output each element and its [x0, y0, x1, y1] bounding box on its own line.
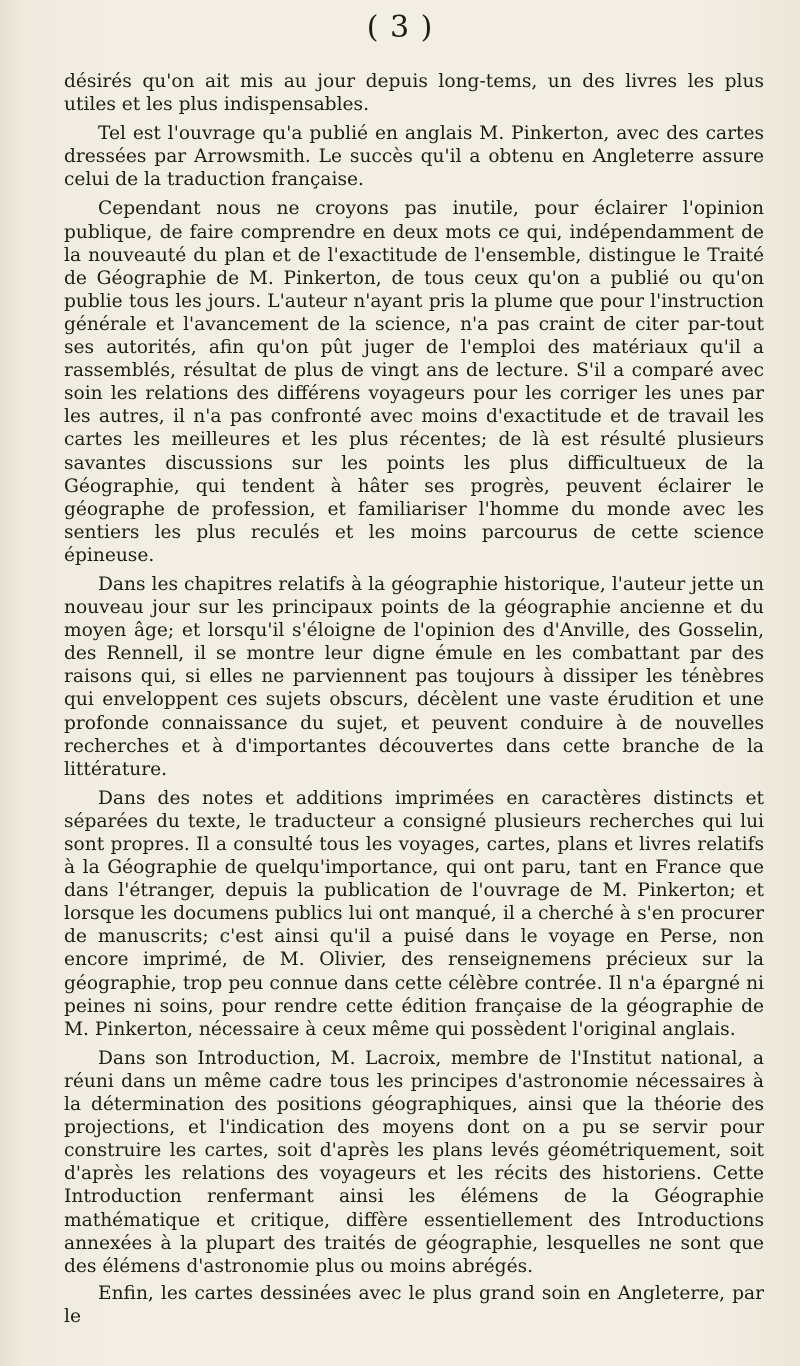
- paragraph-5: Dans des notes et additions imprimées en caractères distincts et séparées du texte, le traducteur a consigné plusieurs recherches qui lui sont propres. Il a consulté tous les voyages, cartes, plans et livres relatifs à la Géographie de quelqu'importance, qui ont paru, tant en France que dans l'étranger, depuis la publication de l'ouvrage de M. Pinkerton; et lorsque les documens publics lui ont manqué, il a cherché à s'en procurer de manuscrits; c'est ainsi qu'il a puisé dans le voyage en Perse, non encore imprimé, de M. Olivier, des renseignemens précieux sur la géographie, trop peu connue dans cette célèbre contrée. Il n'a épargné ni peines ni soins, pour rendre cette édition française de la géographie de M. Pinkerton, nécessaire à ceux même qui possèdent l'original anglais.: [64, 787, 764, 1040]
- paragraph-2: Tel est l'ouvrage qu'a publié en anglais M. Pinkerton, avec des cartes dressées par Arrowsmith. Le succès qu'il a obtenu en Angleterre assure celui de la traduction française.: [64, 123, 764, 191]
- paragraph-7: Enfin, les cartes dessinées avec le plus grand soin en Angleterre, par le: [64, 1282, 764, 1327]
- page-text: [64, 70, 764, 1328]
- paragraph-1: désirés qu'on ait mis au jour depuis long-tems, un des livres les plus utiles et les plus indispensables.: [64, 71, 764, 116]
- paragraph-4: Dans les chapitres relatifs à la géographie historique, l'auteur jette un nouveau jour sur les principaux points de la géographie ancienne et du moyen âge; et lorsqu'il s'éloigne de l'opinion des d'Anville, des Gosselin, des Rennell, il se montre leur digne émule en les combattant par des raisons qui, si elles ne parviennent pas toujours à dissiper les ténèbres qui enveloppent ces sujets obscurs, décèlent une vaste érudition et une profonde connaissance du sujet, et peuvent conduire à de nouvelles recherches et à d'importantes découvertes dans cette branche de la littérature.: [64, 573, 764, 780]
- paragraph-6: Dans son Introduction, M. Lacroix, membre de l'Institut national, a réuni dans un même cadre tous les principes d'astronomie nécessaires à la détermination des positions géographiques, ainsi que la théorie des projections, et l'indication des moyens dont on a pu se servir pour construire les cartes, soit d'après les plans levés géométriquement, soit d'après les relations des voyageurs et les récits des historiens. Cette Introduction renfermant ainsi les élémens de la Géographie mathématique et critique, diffère essentiellement des Introductions annexées à la plupart des traités de géographie, lesquelles ne sont que des élémens d'astronomie plus ou moins abrégés.: [64, 1047, 764, 1277]
- page-number: ( 3 ): [366, 10, 434, 45]
- paragraph-3: Cependant nous ne croyons pas inutile, pour éclairer l'opinion publique, de faire comprendre en deux mots ce qui, indépendamment de la nouveauté du plan et de l'exactitude de l'ensemble, distingue le Traité de Géographie de M. Pinkerton, de tous ceux qu'on a publié ou qu'on publie tous les jours. L'auteur n'ayant pris la plume que pour l'instruction générale et l'avancement de la science, n'a pas craint de citer par-tout ses autorités, afin qu'on pût juger de l'emploi des matériaux qu'il a rassemblés, résultat de plus de vingt ans de lecture. S'il a comparé avec soin les relations des différens voyageurs pour les corriger les unes par les autres, il n'a pas confronté avec moins d'exactitude et de travail les cartes les meilleures et les plus récentes; de là est résulté plusieurs savantes discussions sur les points les plus difficultueux de la Géographie, qui tendent à hâter ses progrès, peuvent éclairer le géographe de profession, et familiariser l'homme du monde avec les sentiers les plus reculés et les moins parcourus de cette science épineuse.: [64, 198, 764, 566]
